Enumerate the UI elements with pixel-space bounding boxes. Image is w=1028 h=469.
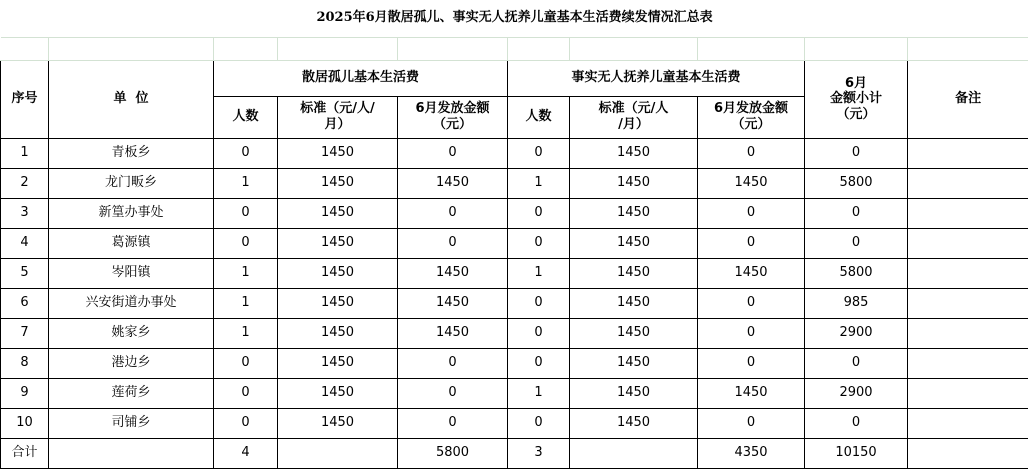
row-remark[interactable] [908, 228, 1028, 258]
row-subtotal[interactable]: 0 [805, 348, 908, 378]
row-subtotal[interactable]: 0 [805, 228, 908, 258]
table-body [1, 138, 1028, 438]
header-orphan-amount-line2: （元） [432, 117, 472, 132]
row-subtotal[interactable]: 2900 [805, 378, 908, 408]
title-row [1, 0, 1028, 37]
row-seq[interactable]: 4 [1, 228, 49, 258]
row-seq[interactable]: 9 [1, 378, 49, 408]
row-child-standard[interactable]: 1450 [570, 228, 698, 258]
row-subtotal[interactable]: 0 [805, 138, 908, 168]
row-orphan-standard[interactable]: 1450 [278, 198, 398, 228]
row-child-amount[interactable]: 1450 [698, 168, 805, 198]
table-row [1, 228, 1028, 258]
header-unit[interactable]: 单 位 [49, 60, 214, 138]
row-child-standard[interactable]: 1450 [570, 258, 698, 288]
header-child-people[interactable]: 人数 [508, 96, 570, 138]
row-subtotal[interactable]: 5800 [805, 258, 908, 288]
row-seq[interactable]: 7 [1, 318, 49, 348]
row-remark[interactable] [908, 168, 1028, 198]
header-subtotal-line3: （元） [836, 106, 876, 122]
total-unit-cell[interactable] [49, 438, 214, 468]
row-orphan-people[interactable]: 1 [214, 288, 278, 318]
row-orphan-standard[interactable]: 1450 [278, 378, 398, 408]
header-child-standard-line1: 标准（元/人 [598, 101, 669, 117]
empty-cell[interactable] [278, 37, 398, 60]
row-seq[interactable]: 5 [1, 258, 49, 288]
row-orphan-amount[interactable]: 0 [398, 378, 508, 408]
row-orphan-standard[interactable]: 1450 [278, 258, 398, 288]
row-orphan-amount[interactable]: 0 [398, 138, 508, 168]
row-child-amount[interactable]: 1450 [698, 258, 805, 288]
row-child-standard[interactable]: 1450 [570, 198, 698, 228]
header-orphan-group[interactable]: 散居孤儿基本生活费 [214, 60, 508, 96]
total-orphan-amount[interactable]: 5800 [398, 438, 508, 468]
row-remark[interactable] [908, 318, 1028, 348]
row-orphan-amount[interactable]: 0 [398, 198, 508, 228]
row-seq[interactable]: 2 [1, 168, 49, 198]
header-orphan-standard[interactable] [278, 96, 398, 138]
header-subtotal[interactable] [805, 60, 908, 138]
row-child-standard[interactable]: 1450 [570, 348, 698, 378]
row-remark[interactable] [908, 198, 1028, 228]
row-child-people[interactable]: 1 [508, 258, 570, 288]
empty-cell[interactable] [698, 37, 805, 60]
total-child-standard[interactable] [570, 438, 698, 468]
row-child-standard[interactable]: 1450 [570, 408, 698, 438]
row-orphan-people[interactable]: 0 [214, 348, 278, 378]
row-child-people[interactable]: 0 [508, 318, 570, 348]
row-child-amount[interactable]: 0 [698, 408, 805, 438]
header-subtotal-line2: 金额小计 [829, 91, 882, 107]
row-unit[interactable]: 姚家乡 [49, 318, 214, 348]
empty-cell[interactable] [805, 37, 908, 60]
header-child-standard[interactable] [570, 96, 698, 138]
empty-cell[interactable] [49, 37, 214, 60]
row-unit[interactable]: 港边乡 [49, 348, 214, 378]
row-orphan-standard[interactable]: 1450 [278, 168, 398, 198]
row-unit[interactable]: 岑阳镇 [49, 258, 214, 288]
row-unit[interactable]: 龙门畈乡 [49, 168, 214, 198]
total-orphan-people[interactable]: 4 [214, 438, 278, 468]
row-child-amount[interactable]: 0 [698, 348, 805, 378]
row-subtotal[interactable]: 985 [805, 288, 908, 318]
row-remark[interactable] [908, 348, 1028, 378]
row-orphan-standard[interactable]: 1450 [278, 288, 398, 318]
row-seq[interactable]: 3 [1, 198, 49, 228]
row-unit[interactable]: 葛源镇 [49, 228, 214, 258]
row-subtotal[interactable]: 0 [805, 408, 908, 438]
table-row [1, 318, 1028, 348]
row-child-standard[interactable]: 1450 [570, 318, 698, 348]
row-child-people[interactable]: 0 [508, 198, 570, 228]
row-remark[interactable] [908, 408, 1028, 438]
header-child-amount-line1: 6月发放金额 [713, 101, 789, 117]
row-subtotal[interactable]: 0 [805, 198, 908, 228]
row-child-amount[interactable]: 1450 [698, 378, 805, 408]
table-row [1, 258, 1028, 288]
total-row [1, 438, 1028, 468]
row-orphan-standard[interactable]: 1450 [278, 138, 398, 168]
total-subtotal[interactable]: 10150 [805, 438, 908, 468]
row-unit[interactable]: 莲荷乡 [49, 378, 214, 408]
row-unit[interactable]: 司铺乡 [49, 408, 214, 438]
row-remark[interactable] [908, 138, 1028, 168]
row-child-standard[interactable]: 1450 [570, 378, 698, 408]
row-subtotal[interactable]: 2900 [805, 318, 908, 348]
header-subtotal-line1: 6月 [844, 75, 868, 91]
row-orphan-amount[interactable]: 1450 [398, 318, 508, 348]
row-orphan-standard[interactable]: 1450 [278, 408, 398, 438]
row-child-standard[interactable]: 1450 [570, 288, 698, 318]
row-orphan-people[interactable]: 0 [214, 378, 278, 408]
total-label[interactable]: 合计 [1, 438, 49, 468]
row-orphan-amount[interactable]: 0 [398, 348, 508, 378]
header-orphan-standard-line2: 月） [324, 117, 351, 132]
total-child-people[interactable]: 3 [508, 438, 570, 468]
row-child-amount[interactable]: 0 [698, 318, 805, 348]
header-child-standard-line2: /月） [618, 117, 649, 132]
row-child-people[interactable]: 1 [508, 168, 570, 198]
table-row [1, 378, 1028, 408]
row-subtotal[interactable]: 5800 [805, 168, 908, 198]
row-remark[interactable] [908, 258, 1028, 288]
table-row [1, 408, 1028, 438]
header-child-amount[interactable] [698, 96, 805, 138]
row-orphan-people[interactable]: 0 [214, 408, 278, 438]
table-row [1, 138, 1028, 168]
row-seq[interactable]: 1 [1, 138, 49, 168]
row-orphan-people[interactable]: 1 [214, 258, 278, 288]
row-child-people[interactable]: 0 [508, 408, 570, 438]
row-unit[interactable]: 青板乡 [49, 138, 214, 168]
header-child-amount-line2: （元） [731, 117, 771, 132]
row-unit[interactable]: 兴安街道办事处 [49, 288, 214, 318]
row-child-amount[interactable]: 0 [698, 288, 805, 318]
header-row-1 [1, 60, 1028, 96]
total-orphan-standard[interactable] [278, 438, 398, 468]
row-child-amount[interactable]: 0 [698, 138, 805, 168]
total-remark[interactable] [908, 438, 1028, 468]
row-orphan-amount[interactable]: 1450 [398, 288, 508, 318]
row-orphan-people[interactable]: 0 [214, 228, 278, 258]
empty-cell[interactable] [1, 37, 49, 60]
header-orphan-people[interactable]: 人数 [214, 96, 278, 138]
row-seq[interactable]: 10 [1, 408, 49, 438]
empty-cell[interactable] [398, 37, 508, 60]
empty-cell[interactable] [508, 37, 570, 60]
row-orphan-people[interactable]: 1 [214, 318, 278, 348]
table-row [1, 288, 1028, 318]
row-orphan-people[interactable]: 1 [214, 168, 278, 198]
row-orphan-amount[interactable]: 0 [398, 408, 508, 438]
sheet-title[interactable]: 2025年6月散居孤儿、事实无人抚养儿童基本生活费续发情况汇总表 [1, 0, 1028, 37]
row-child-standard[interactable]: 1450 [570, 138, 698, 168]
table-row [1, 348, 1028, 378]
row-orphan-people[interactable]: 0 [214, 138, 278, 168]
row-child-people[interactable]: 0 [508, 138, 570, 168]
empty-cell[interactable] [908, 37, 1028, 60]
header-orphan-amount[interactable] [398, 96, 508, 138]
row-child-people[interactable]: 0 [508, 228, 570, 258]
row-seq[interactable]: 6 [1, 288, 49, 318]
table-row [1, 168, 1028, 198]
blank-row [1, 37, 1028, 60]
header-remark[interactable]: 备注 [908, 60, 1028, 138]
row-child-standard[interactable]: 1450 [570, 168, 698, 198]
row-child-amount[interactable]: 0 [698, 228, 805, 258]
empty-cell[interactable] [570, 37, 698, 60]
row-orphan-standard[interactable]: 1450 [278, 348, 398, 378]
header-orphan-standard-line1: 标准（元/人/ [300, 101, 375, 117]
header-child-group[interactable]: 事实无人抚养儿童基本生活费 [508, 60, 805, 96]
row-child-people[interactable]: 0 [508, 288, 570, 318]
total-child-amount[interactable]: 4350 [698, 438, 805, 468]
row-seq[interactable]: 8 [1, 348, 49, 378]
table-row [1, 198, 1028, 228]
header-seq[interactable]: 序号 [1, 60, 49, 138]
row-child-people[interactable]: 1 [508, 378, 570, 408]
row-remark[interactable] [908, 288, 1028, 318]
row-unit[interactable]: 新篁办事处 [49, 198, 214, 228]
empty-cell[interactable] [214, 37, 278, 60]
header-orphan-amount-line1: 6月发放金额 [415, 101, 490, 117]
row-orphan-amount[interactable]: 1450 [398, 258, 508, 288]
row-child-amount[interactable]: 0 [698, 198, 805, 228]
row-orphan-people[interactable]: 0 [214, 198, 278, 228]
row-orphan-amount[interactable]: 1450 [398, 168, 508, 198]
row-remark[interactable] [908, 378, 1028, 408]
row-orphan-standard[interactable]: 1450 [278, 318, 398, 348]
row-orphan-amount[interactable]: 0 [398, 228, 508, 258]
row-orphan-standard[interactable]: 1450 [278, 228, 398, 258]
row-child-people[interactable]: 0 [508, 348, 570, 378]
